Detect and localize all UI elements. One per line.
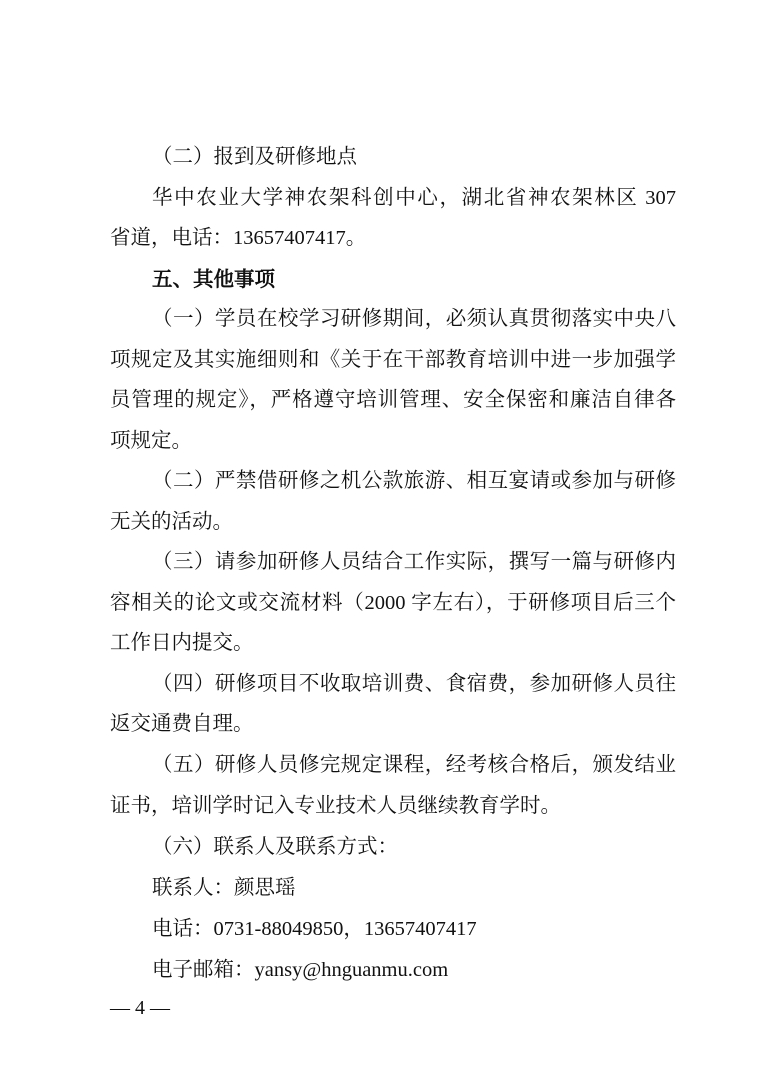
paragraph-line: 无关的活动。	[110, 511, 233, 533]
paragraph-line: （二）严禁借研修之机公款旅游、相互宴请或参加与研修	[152, 470, 676, 492]
section-heading-other-matters: 五、其他事项	[152, 267, 275, 291]
paragraph-line: 返交通费自理。	[110, 713, 254, 735]
paragraph-line: （一）学员在校学习研修期间，必须认真贯彻落实中央八	[152, 308, 676, 330]
paragraph-line: 工作日内提交。	[110, 632, 254, 654]
paragraph-line: 项规定。	[110, 430, 192, 452]
paragraph-line: 项规定及其实施细则和《关于在干部教育培训中进一步加强学	[110, 349, 676, 371]
paragraph-line: （三）请参加研修人员结合工作实际，撰写一篇与研修内	[152, 551, 676, 573]
contact-phone: 电话：0731-88049850，13657407417	[152, 918, 477, 940]
paragraph-line: （四）研修项目不收取培训费、食宿费，参加研修人员往	[152, 673, 676, 695]
paragraph-line: 容相关的论文或交流材料（2000 字左右），于研修项目后三个	[110, 592, 676, 614]
paragraph-line: 证书，培训学时记入专业技术人员继续教育学时。	[110, 795, 561, 817]
contact-email: 电子邮箱：yansy@hnguanmu.com	[152, 959, 449, 981]
page-number: — 4 —	[110, 997, 170, 1019]
paragraph-line: 员管理的规定》，严格遵守培训管理、安全保密和廉洁自律各	[110, 389, 676, 411]
paragraph-line: 华中农业大学神农架科创中心，湖北省神农架林区 307	[152, 187, 676, 209]
paragraph-line: 省道，电话：13657407417。	[110, 227, 367, 249]
paragraph-line: （五）研修人员修完规定课程，经考核合格后，颁发结业	[152, 754, 676, 776]
section-heading-registration-location: （二）报到及研修地点	[152, 146, 357, 168]
contact-heading: （六）联系人及联系方式：	[152, 836, 398, 858]
contact-person: 联系人：颜思瑶	[152, 877, 296, 899]
